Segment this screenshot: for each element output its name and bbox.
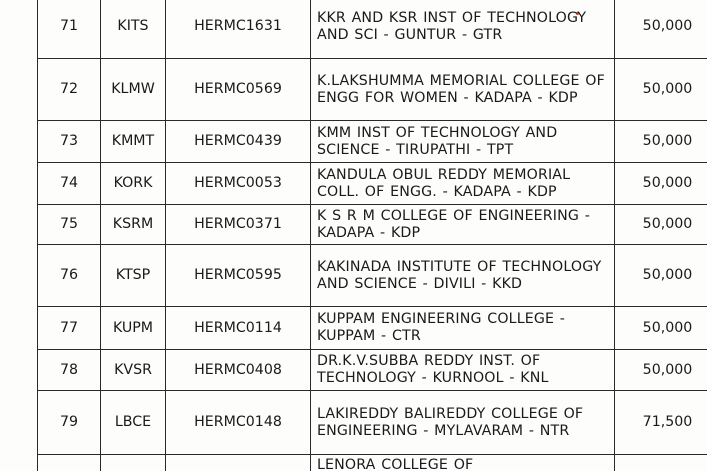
eapcet-code-cell: HERMC0114 (166, 307, 311, 350)
college-name: LAKIREDDY BALIREDDY COLLEGE OF ENGINEERING - MYLAVARAM - NTR (317, 405, 584, 439)
college-code-cell: KMMT (101, 121, 166, 163)
college-name: KAKINADA INSTITUTE OF TECHNOLOGY AND SCIENCE - DIVILI - KKD (317, 258, 602, 292)
college-name-cell (311, 163, 615, 205)
eapcet-code-cell: HERMC0595 (166, 245, 311, 307)
college-name-cell (311, 455, 615, 471)
college-name: LENORA COLLEGE OF (317, 457, 474, 471)
eapcet-code-cell: HERMC0371 (166, 205, 311, 245)
serial-number-cell: 72 (38, 59, 101, 121)
fee-cell: 50,000 (615, 163, 707, 205)
college-name: K.LAKSHUMMA MEMORIAL COLLEGE OF ENGG FOR WOMEN - KADAPA - KDP (317, 72, 605, 106)
table-row (38, 350, 707, 391)
eapcet-code-cell: HERMC0439 (166, 121, 311, 163)
table-row (38, 307, 707, 350)
college-name: KUPPAM ENGINEERING COLLEGE - KUPPAM - CTR (317, 311, 566, 344)
college-code-cell: KLMW (101, 59, 166, 121)
table-row (38, 121, 707, 163)
college-name-cell (311, 121, 615, 163)
eapcet-code-cell: HERMC0053 (166, 163, 311, 205)
college-code-cell: KUPM (101, 307, 166, 350)
college-name: K S R M COLLEGE OF ENGINEERING - KADAPA - KDP (317, 207, 590, 241)
college-name-cell (311, 0, 615, 59)
college-name: KMM INST OF TECHNOLOGY AND SCIENCE - TIRUPATHI - TPT (317, 124, 558, 158)
fee-cell: 50,000 (615, 59, 707, 121)
college-name-cell (311, 350, 615, 391)
college-name: DR.K.V.SUBBA REDDY INST. OF TECHNOLOGY - KURNOOL - KNL (317, 353, 549, 386)
table-row (38, 245, 707, 307)
college-code-cell: KORK (101, 163, 166, 205)
eapcet-code-cell: HERMC0148 (166, 391, 311, 455)
college-name-cell (311, 205, 615, 245)
serial-number-cell: 79 (38, 391, 101, 455)
college-name: KANDULA OBUL REDDY MEMORIAL COLL. OF ENGG. - KADAPA - KDP (317, 166, 571, 200)
fee-cell: 50,000 (615, 0, 707, 59)
fee-cell: 71,500 (615, 391, 707, 455)
serial-number-cell (38, 455, 101, 471)
fee-cell: 50,000 (615, 205, 707, 245)
eapcet-code-cell: HERMC0408 (166, 350, 311, 391)
table-row (38, 163, 707, 205)
serial-number-cell: 78 (38, 350, 101, 391)
college-code-cell: LBCE (101, 391, 166, 455)
serial-number-cell: 73 (38, 121, 101, 163)
table-row (38, 205, 707, 245)
college-name-cell (311, 307, 615, 350)
serial-number-cell: 76 (38, 245, 101, 307)
college-name-cell (311, 59, 615, 121)
serial-number-cell: 77 (38, 307, 101, 350)
fee-cell: 50,000 (615, 307, 707, 350)
college-code-cell: KITS (101, 0, 166, 59)
eapcet-code-cell (166, 455, 311, 471)
college-name-cell (311, 245, 615, 307)
table-row (38, 391, 707, 455)
serial-number-cell: 71 (38, 0, 101, 59)
fee-cell (615, 455, 707, 471)
college-name: KKR AND KSR INST OF TECHNOLOGY AND SCI - GUNTUR - GTR (317, 9, 587, 43)
college-code-cell (101, 455, 166, 471)
serial-number-cell: 74 (38, 163, 101, 205)
college-code-cell: KVSR (101, 350, 166, 391)
college-code-cell: KTSP (101, 245, 166, 307)
fee-cell: 50,000 (615, 121, 707, 163)
fee-cell: 50,000 (615, 245, 707, 307)
eapcet-code-cell: HERMC0569 (166, 59, 311, 121)
table-row (38, 0, 707, 59)
eapcet-code-cell: HERMC1631 (166, 0, 311, 59)
fee-cell: 50,000 (615, 350, 707, 391)
table-row (38, 59, 707, 121)
college-name-cell (311, 391, 615, 455)
serial-number-cell: 75 (38, 205, 101, 245)
college-fee-table (37, 0, 707, 471)
college-code-cell: KSRM (101, 205, 166, 245)
table-row (38, 455, 707, 471)
